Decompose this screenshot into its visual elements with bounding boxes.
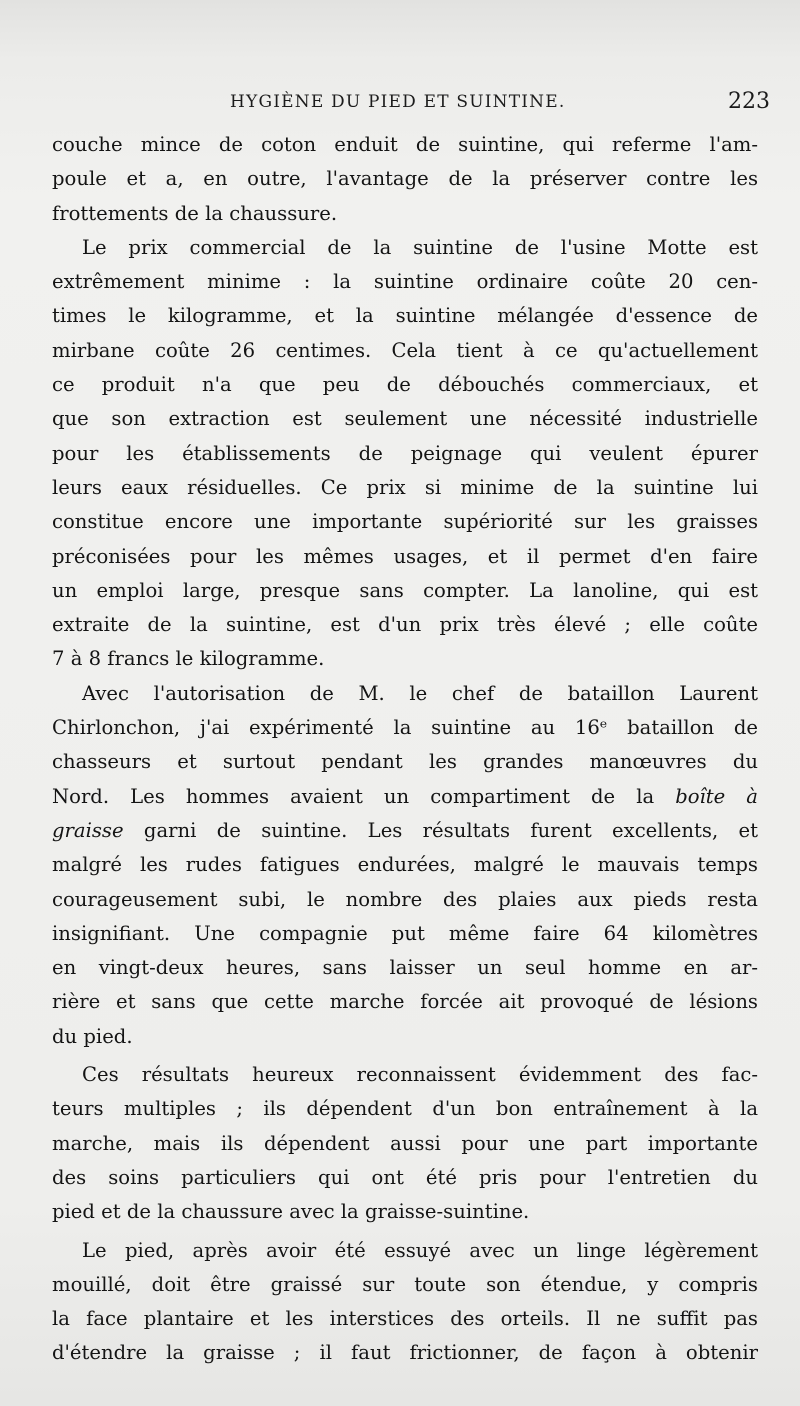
text-line: d'étendre la graisse ; il faut frictionner, de façon à obtenir [52,1341,758,1365]
text-line: des soins particuliers qui ont été pris pour l'entretien du [52,1165,758,1189]
text-segment: garni de suintine. Les résultats furent excellents, et [123,818,758,842]
text-line: constitue encore une importante supériorité sur les graisses [52,510,758,534]
text-line: mirbane coûte 26 centimes. Cela tient à ce qu'actuellement [52,338,758,362]
italic-segment: boîte à [675,784,758,808]
text-line: préconisées pour les mêmes usages, et il permet d'en faire [52,544,758,568]
text-line: Ces résultats heureux reconnaissent évidemment des fac- [82,1063,758,1087]
text-segment: Nord. Les hommes avaient un compartiment de la [52,784,676,808]
body-text [52,128,758,1371]
text-line: que son extraction est seulement une nécessité industrielle [52,407,758,431]
page-number: 223 [728,89,770,114]
text-line: pied et de la chaussure avec la graisse-suintine. [52,1200,530,1224]
running-head: HYGIÈNE DU PIED ET SUINTINE. [230,92,566,112]
text-line: mouillé, doit être graissé sur toute son étendue, y compris [52,1272,758,1296]
text-line: frottements de la chaussure. [52,201,338,225]
text-line: la face plantaire et les interstices des orteils. Il ne suffit pas [52,1307,758,1331]
text-line: marche, mais ils dépendent aussi pour une part importante [52,1131,758,1155]
text-line [52,814,758,848]
text-line: pour les établissements de peignage qui veulent épurer [52,441,758,465]
text-line: couche mince de coton enduit de suintine, qui referme l'am- [52,133,758,156]
text-line: courageusement subi, le nombre des plaies aux pieds resta [52,887,758,911]
page-header [50,89,770,122]
text-line: Avec l'autorisation de M. le chef de bataillon Laurent [82,681,758,705]
text-line: un emploi large, presque sans compter. La lanoline, qui est [52,578,758,602]
text-line [52,780,758,814]
text-line: malgré les rudes fatigues endurées, malgré le mauvais temps [52,853,758,877]
text-line: Le pied, après avoir été essuyé avec un linge légèrement [82,1238,758,1262]
text-line: teurs multiples ; ils dépendent d'un bon entraînement à la [52,1097,758,1121]
text-line: 7 à 8 francs le kilogramme. [52,647,325,671]
text-line: du pied. [52,1024,133,1048]
text-line: times le kilogramme, et la suintine mélangée d'essence de [52,304,758,328]
text-line: extraite de la suintine, est d'un prix très élevé ; elle coûte [52,613,758,637]
text-line: leurs eaux résiduelles. Ce prix si minime de la suintine lui [52,475,758,499]
text-line: Le prix commercial de la suintine de l'usine Motte est [82,235,758,259]
text-line: ce produit n'a que peu de débouchés commerciaux, et [52,373,758,397]
text-line: en vingt-deux heures, sans laisser un seul homme en ar- [52,956,758,980]
text-line: chasseurs et surtout pendant les grandes manœuvres du [52,750,758,774]
italic-segment: graisse [52,818,124,842]
text-line: insignifiant. Une compagnie put même faire 64 kilomètres [52,921,758,945]
text-line: Chirlonchon, j'ai expérimenté la suintine au 16ᵉ bataillon de [52,716,758,740]
text-line: poule et a, en outre, l'avantage de la préserver contre les [52,167,758,191]
text-line: extrêmement minime : la suintine ordinaire coûte 20 cen- [52,270,758,294]
text-line: rière et sans que cette marche forcée ait provoqué de lésions [52,990,758,1014]
